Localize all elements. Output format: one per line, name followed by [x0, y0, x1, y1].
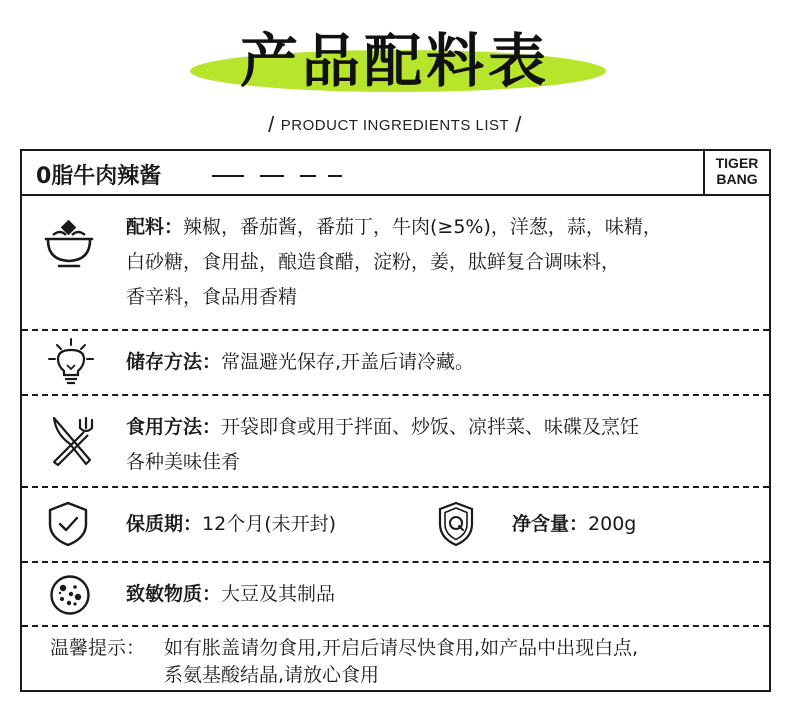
usage-text	[126, 410, 756, 480]
allergens-row	[22, 563, 769, 627]
shield-q-icon	[436, 500, 476, 548]
net-weight-label: 净含量：	[512, 513, 589, 535]
page-title: 产品配料表	[239, 27, 550, 95]
ingredients-text	[126, 210, 766, 315]
shelf-life-value: 12个月(未开封)	[202, 513, 337, 535]
notice-row	[22, 627, 769, 690]
shield-check-icon	[46, 500, 90, 548]
fork-knife-icon	[48, 414, 96, 466]
allergen-dots-icon	[48, 573, 92, 617]
notice-line-2: 系氨基酸结晶,请放心食用	[164, 664, 380, 686]
brand-line-2: BANG	[716, 171, 758, 187]
product-name: 0脂牛肉辣酱	[36, 164, 162, 189]
shelf-life-row	[22, 488, 769, 561]
shelf-life-text	[126, 507, 336, 542]
page-subtitle	[0, 112, 790, 138]
ingredients-line-3: 香辛料，食品用香精	[126, 286, 298, 308]
notice-line-1: 如有胀盖请勿食用,开启后请尽快食用,如产品中出现白点,	[164, 637, 639, 659]
storage-label: 储存方法：	[126, 351, 222, 373]
net-weight-value: 200g	[588, 513, 637, 535]
brand-logo	[703, 151, 769, 194]
ingredients-card	[20, 149, 771, 692]
slash-right: /	[515, 112, 522, 137]
storage-text	[126, 345, 474, 380]
storage-row	[22, 331, 769, 394]
decor-dash	[300, 175, 316, 177]
allergens-value: 大豆及其制品	[221, 583, 336, 605]
usage-line-2: 各种美味佳肴	[126, 451, 241, 473]
card-header	[22, 151, 769, 196]
ingredients-label: 配料：	[126, 216, 184, 238]
usage-label: 食用方法：	[126, 416, 222, 438]
brand-line-1: TIGER	[715, 155, 759, 171]
usage-line-1: 开袋即食或用于拌面、炒饭、凉拌菜、味碟及烹饪	[221, 416, 640, 438]
notice-label: 温馨提示：	[50, 637, 146, 659]
decor-dash	[260, 175, 284, 177]
storage-value: 常温避光保存,开盖后请冷藏。	[221, 351, 475, 373]
net-weight-text	[512, 507, 636, 542]
subtitle-text: PRODUCT INGREDIENTS LIST	[280, 117, 510, 134]
allergens-label: 致敏物质：	[126, 583, 222, 605]
decor-dash	[328, 175, 342, 177]
slash-left: /	[268, 112, 275, 137]
notice-text	[164, 635, 759, 689]
ingredients-row	[22, 196, 769, 329]
allergens-text	[126, 577, 335, 612]
decor-dash	[212, 175, 244, 177]
bowl-icon	[42, 218, 98, 270]
ingredients-line-2: 白砂糖，食用盐，酿造食醋，淀粉，姜，肽鲜复合调味料，	[126, 251, 621, 273]
header	[0, 0, 790, 140]
lightbulb-icon	[46, 337, 96, 389]
ingredients-line-1: 辣椒，番茄酱，番茄丁，牛肉(≥5%)，洋葱，蒜，味精，	[183, 216, 662, 238]
shelf-life-label: 保质期：	[126, 513, 203, 535]
usage-row	[22, 396, 769, 486]
